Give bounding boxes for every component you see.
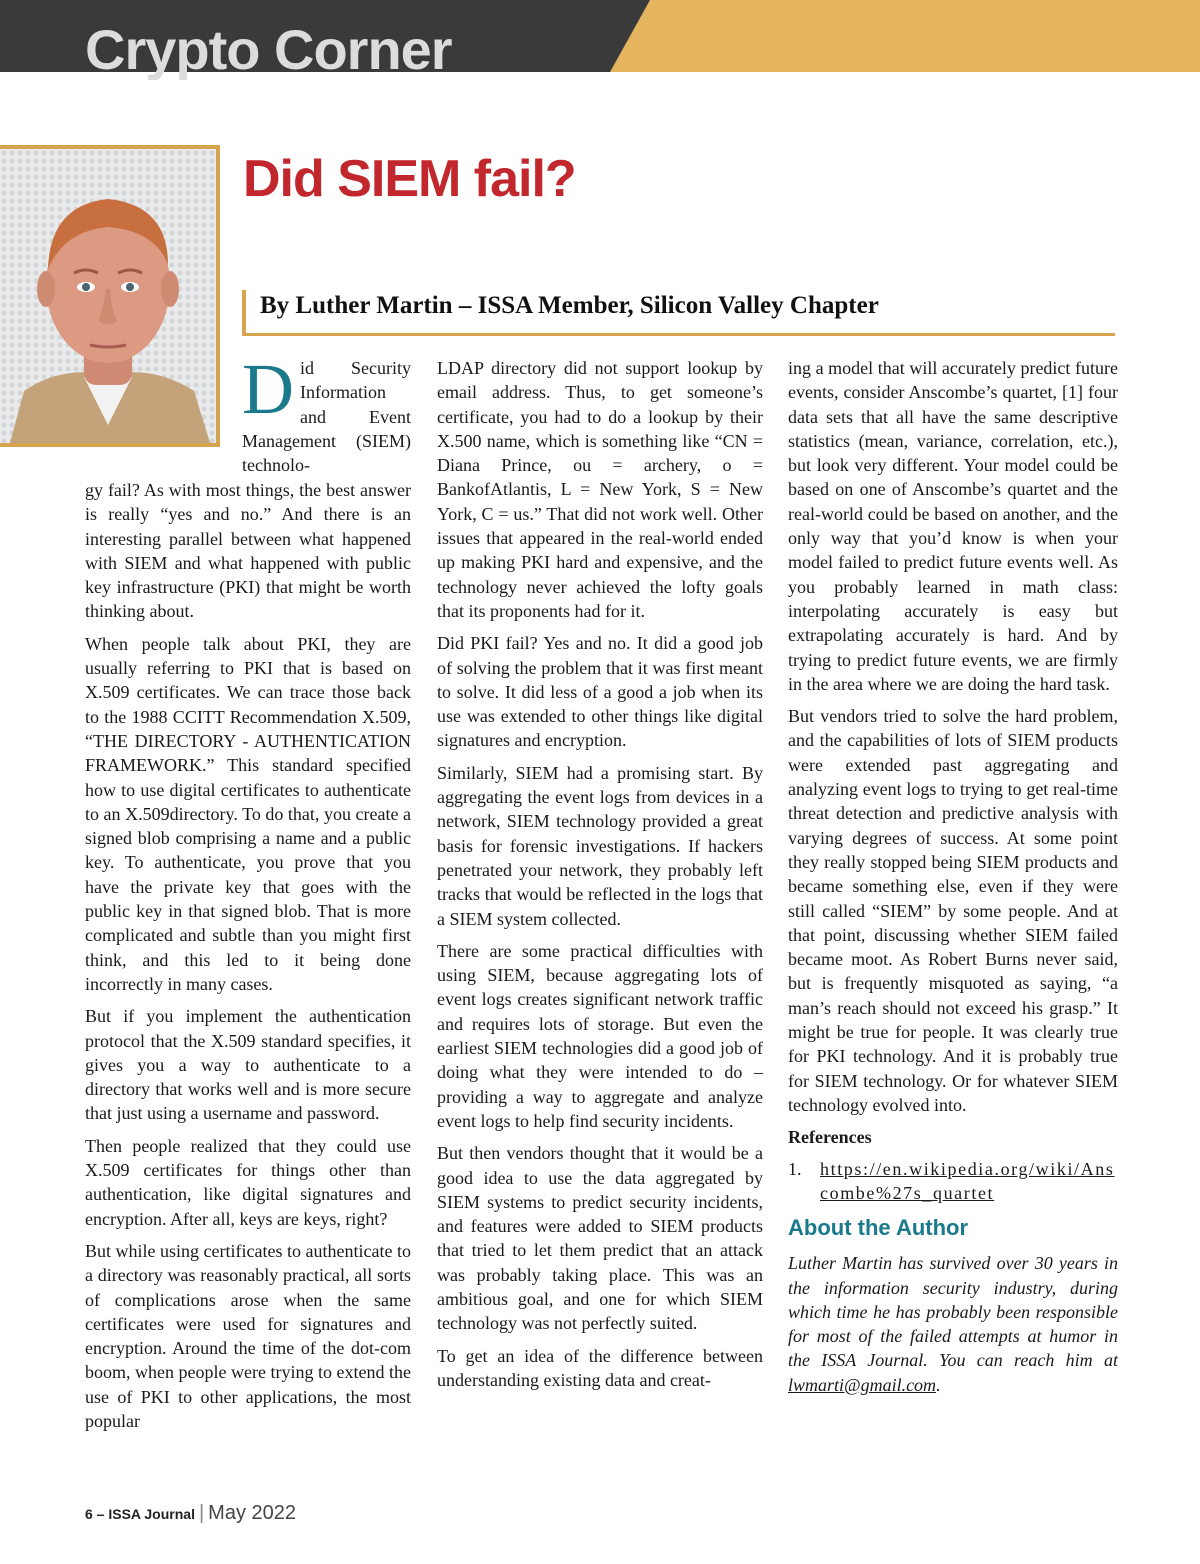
footer-separator: | [198,1502,205,1524]
col2-paragraph: LDAP directory did not support lookup by email address. Thus, to get someone’s certificate, you had to do a lookup by their X.500 name, which is something like “CN = Diana Prince, ou = archery, o = BankofAtlantis, L = New York, S = New York, C = us.” That did not work well. Other issues that appeared in the real-world ended up making PKI hard and expensive, and the technology never achieved the lofty goals that its proponents had for it. [437,358,763,621]
author-bio [788,1251,1118,1397]
col1-paragraph: Then people realized that they could use X.509 certificates for things other than authentication, like digital signatures and encryption. After all, keys are keys, right? [85,1135,411,1229]
article-column-3 [788,356,1118,1405]
col1-paragraph: gy fail? As with most things, the best answer is really “yes and no.” And there is an interesting parallel between what happened with SIEM and what happened with public key infrastructure (PKI) that might be worth thinking about. [85,480,411,622]
col2-paragraph: Similarly, SIEM had a promising start. By aggregating the event logs from devices in a network, SIEM technology provided a great basis for forensic investigations. If hackers penetrated your network, they probably left tracks that would be reflected in the logs that a SIEM system collected. [437,762,763,929]
author-bio-period: . [936,1374,941,1395]
article-byline: By Luther Martin – ISSA Member, Silicon Valley Chapter [260,292,879,319]
col1-paragraph: But while using certificates to authenticate to a directory was reasonably practical, all sorts of complications arose when the same certificates were used for signatures and encryption. Around the time of the dot-com boom, when people were trying to extend the use of PKI to other applications, the most popular [85,1240,411,1431]
col2-paragraph: Did PKI fail? Yes and no. It did a good job of solving the problem that it was first meant to solve. It did less of a good a job when its use was extended to other things like digital signatures and encryption. [437,633,763,751]
intro-paragraph [242,349,411,477]
about-author-heading: About the Author [788,1215,969,1241]
drop-cap: D [242,349,294,429]
byline-rule [242,333,1115,336]
footer-page-label: 6 – ISSA Journal [85,1506,195,1522]
reference-link[interactable]: https://en.wikipedia.org/wiki/Anscombe%27s_quartet [820,1159,1115,1204]
author-email-link[interactable]: lwmarti@gmail.com [788,1374,937,1395]
col2-paragraph: To get an idea of the difference between understanding existing data and creat- [437,1345,763,1390]
col2-paragraph: But then vendors thought that it would be a good idea to use the data aggregated by SIEM systems to predict security incidents, and features were added to SIEM products that tried to let them predict that an attack was probably taking place. This was an ambitious goal, and one for which SIEM technology was not perfectly suited. [437,1143,763,1334]
references-heading: References [788,1127,872,1148]
col2-paragraph: There are some practical difficulties with using SIEM, because aggregating lots of event logs creates significant network traffic and requires lots of storage. But even the earliest SIEM technologies did a good job of doing what they were intended to do – providing a way to aggregate and analyze event logs to help find security incidents. [437,940,763,1131]
article-column-1 [85,478,411,1441]
col1-paragraph: When people talk about PKI, they are usually referring to PKI that is based on X.509 certificates. We can trace those back to the 1988 CCITT Recommendation X.509, “THE DIRECTORY - AUTHENTICATION FRAMEWORK.” This standard specified how to use digital certificates to authenticate to an X.509directory. To do that, you create a signed blob comprising a name and a public key. To authenticate, you prove that you have the private key that goes with the public key in that signed blob. That is more complicated and subtle than you might first think, and this led to it being done incorrectly in many cases. [85,633,411,994]
author-photo [0,149,216,443]
article-column-2 [437,356,763,1400]
author-bio-text: Luther Martin has survived over 30 years in the information security industry, during which time he has probably been responsible for most of the failed attempts at humor in the ISSA Journal. You can reach him at [788,1253,1118,1371]
section-title: Crypto Corner [85,18,452,80]
col1-paragraph: But if you implement the authentication protocol that the X.509 standard specifies, it gives you a way to authenticate to a directory that works well and is more secure that just using a username and password. [85,1006,411,1124]
page-footer [85,1502,296,1525]
reference-item [788,1157,1118,1205]
byline-accent-bar [242,290,246,334]
footer-date: May 2022 [208,1502,297,1524]
col3-paragraph: ing a model that will accurately predict future events, consider Anscombe’s quartet, [1] four data sets that all have the same descriptive statistics (mean, variance, correlation, etc.), but look very different. Your model could be based on one of Anscombe’s quartet and the real-world could be based on another, and the only way that you’d know is when your model failed to predict future events well. As you probably learned in math class: interpolating accurately is easy but extrapolating accurately is hard. And by trying to predict future events, we are firmly in the area where we are doing the hard task. [788,358,1118,694]
col3-paragraph: But vendors tried to solve the hard problem, and the capabilities of lots of SIEM products were extended past aggregating and analyzing event logs to trying to get real-time threat detection and predictive analysis with varying degrees of success. At some point they really stopped being SIEM products and became something else, even if they were still called “SIEM” by some people. And at that point, discussing whether SIEM failed became moot. As Robert Burns never said, but is frequently misquoted as saying, “a man’s reach should not exceed his grasp.” It might be true for people. It was clearly true for PKI technology. And it is probably true for SIEM technology. Or for whatever SIEM technology evolved into. [788,706,1118,1115]
reference-number: 1. [788,1159,802,1180]
author-photo-frame [0,145,220,447]
article-title: Did SIEM fail? [243,150,576,208]
intro-text: id Security Information and Event Management (SIEM) technolo- [242,358,411,476]
